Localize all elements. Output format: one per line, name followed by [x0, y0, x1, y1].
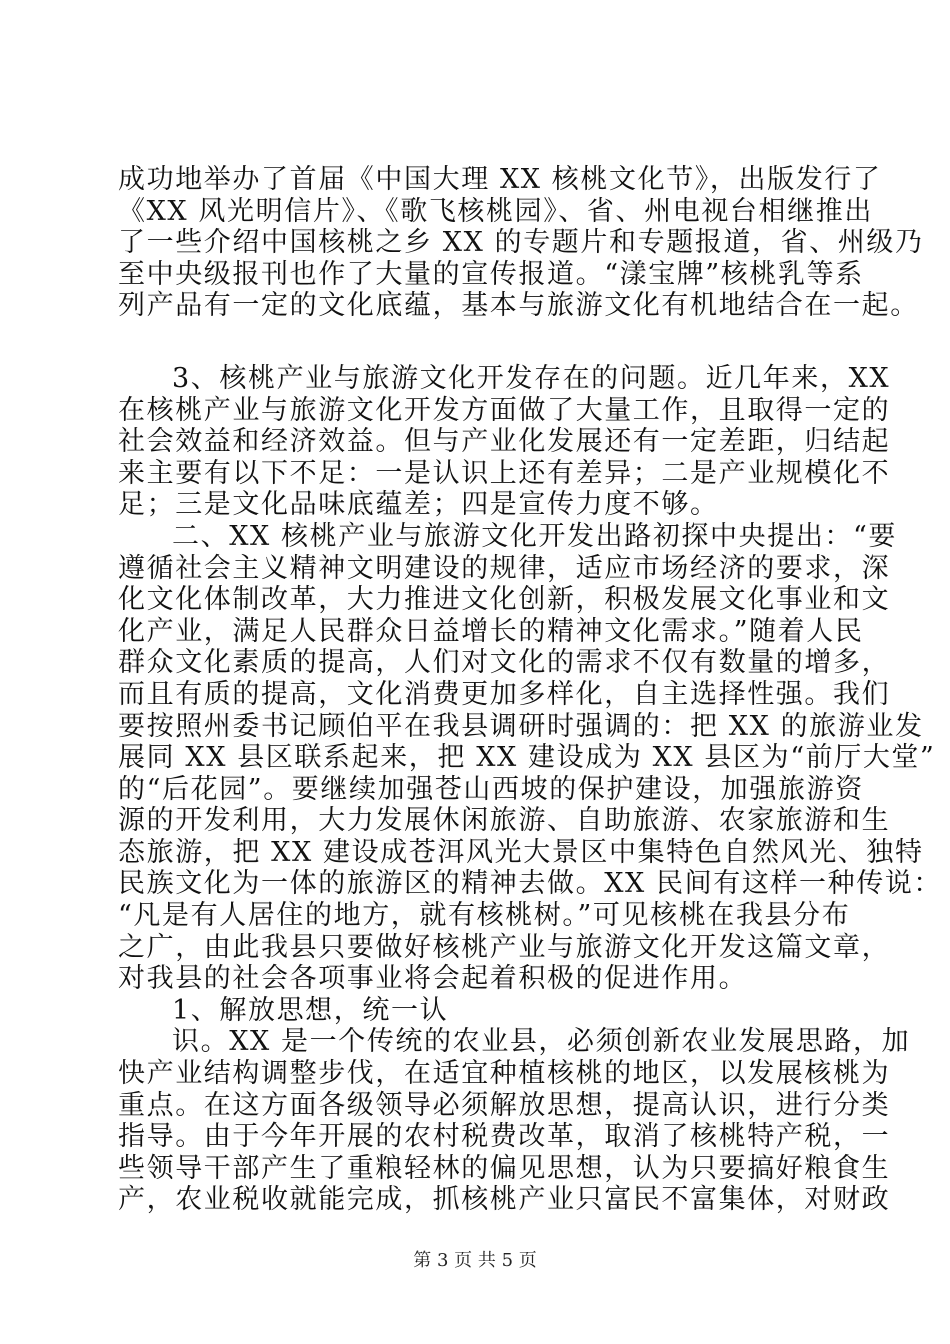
text-line: 重点。在这方面各级领导必须解放思想，提高认识，进行分类: [118, 1089, 891, 1121]
text-line: 化产业，满足人民群众日益增长的精神文化需求。”随着人民: [118, 615, 864, 647]
text-line: 要按照州委书记顾伯平在我县调研时强调的：把 XX 的旅游业发: [118, 710, 924, 742]
text-line: 识。XX 是一个传统的农业县，必须创新农业发展思路，加: [172, 1026, 911, 1058]
text-line: 1、解放思想，统一认: [172, 994, 449, 1026]
text-line: 民族文化为一体的旅游区的精神去做。XX 民间有这样一种传说：: [118, 868, 943, 900]
text-line: 足；三是文化品味底蕴差；四是宣传力度不够。: [118, 489, 719, 521]
text-line: 化文化体制改革，大力推进文化创新，积极发展文化事业和文: [118, 584, 891, 616]
paragraph-2: [118, 362, 891, 521]
text-line: 群众文化素质的提高，人们对文化的需求不仅有数量的增多，: [118, 647, 891, 679]
text-line: 的“后花园”。要继续加强苍山西坡的保护建设，加强旅游资: [118, 773, 864, 805]
text-line: 在核桃产业与旅游文化开发方面做了大量工作，且取得一定的: [118, 394, 891, 426]
text-line: 而且有质的提高，文化消费更加多样化，自主选择性强。我们: [118, 678, 891, 710]
paragraph-5: [118, 1026, 911, 1216]
paragraph-gap: [118, 322, 838, 363]
text-line: 态旅游，把 XX 建设成苍洱风光大景区中集特色自然风光、独特: [118, 836, 924, 868]
text-line: 了一些介绍中国核桃之乡 XX 的专题片和专题报道，省、州级乃: [118, 227, 924, 259]
text-line: 对我县的社会各项事业将会起着积极的促进作用。: [118, 963, 748, 995]
text-line: 些领导干部产生了重粮轻林的偏见思想，认为只要搞好粮食生: [118, 1152, 891, 1184]
paragraph-4: [118, 995, 838, 1027]
text-line: 来主要有以下不足：一是认识上还有差异；二是产业规模化不: [118, 457, 891, 489]
document-body: [118, 164, 943, 1216]
paragraph-3: [118, 520, 943, 995]
text-line: 《XX 风光明信片》、《歌飞核桃园》、省、州电视台相继推出: [118, 195, 873, 227]
text-line: 成功地举办了首届《中国大理 XX 核桃文化节》，出版发行了: [118, 164, 882, 195]
text-line: “凡是有人居住的地方，就有核桃树。”可见核桃在我县分布: [118, 900, 851, 932]
text-line: 遵循社会主义精神文明建设的规律，适应市场经济的要求，深: [118, 552, 891, 584]
text-line: 展同 XX 县区联系起来，把 XX 建设成为 XX 县区为“前厅大堂”: [118, 742, 936, 774]
text-line: 列产品有一定的文化底蕴，基本与旅游文化有机地结合在一起。: [118, 290, 919, 322]
text-line: 二、XX 核桃产业与旅游文化开发出路初探中央提出：“要: [172, 520, 898, 552]
text-line: 指导。由于今年开展的农村税费改革，取消了核桃特产税，一: [118, 1121, 891, 1153]
page-number-footer: 第 3 页 共 5 页: [413, 1250, 537, 1271]
text-line: 快产业结构调整步伐，在适宜种植核桃的地区，以发展核桃为: [118, 1058, 891, 1090]
text-line: 源的开发利用，大力发展休闲旅游、自助旅游、农家旅游和生: [118, 805, 891, 837]
text-line: 产，农业税收就能完成，抓核桃产业只富民不富集体，对财政: [118, 1184, 891, 1216]
text-line: 社会效益和经济效益。但与产业化发展还有一定差距，归结起: [118, 426, 891, 458]
text-line: 之广，由此我县只要做好核桃产业与旅游文化开发这篇文章，: [118, 931, 891, 963]
text-line: 至中央级报刊也作了大量的宣传报道。“漾宝牌”核桃乳等系: [118, 258, 864, 290]
text-line: 3、核桃产业与旅游文化开发存在的问题。近几年来，XX: [172, 362, 891, 394]
paragraph-1: [118, 164, 924, 322]
